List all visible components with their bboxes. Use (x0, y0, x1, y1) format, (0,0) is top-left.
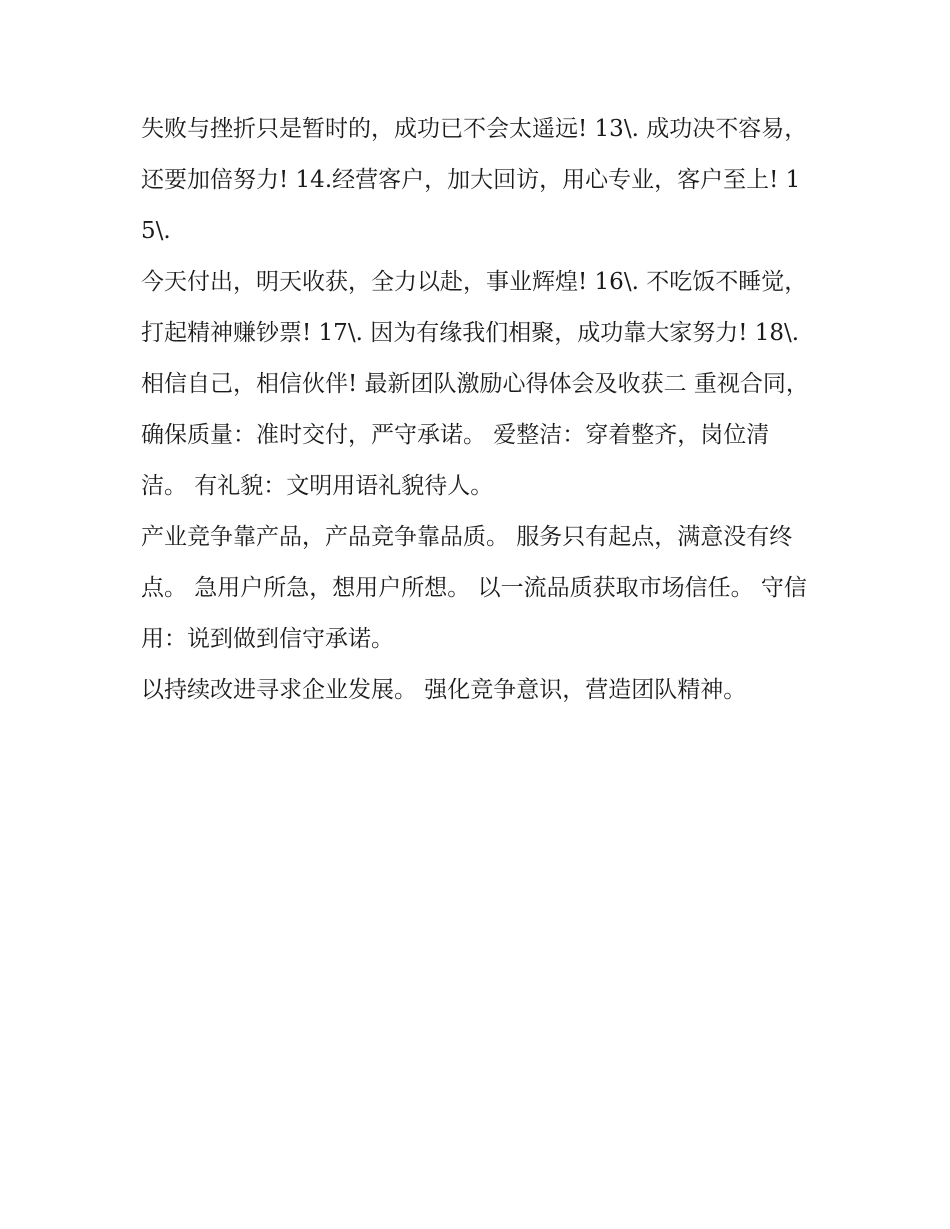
paragraph-3: 相信自己，相信伙伴! 最新团队激励心得体会及收获二 重视合同，确保质量：准时交付，严守承诺。 爱整洁：穿着整齐，岗位清洁。 有礼貌：文明用语礼貌待人。 (141, 371, 809, 499)
paragraph-2: 今天付出，明天收获，全力以赴，事业辉煌! 16\. 不吃饭不睡觉，打起精神赚钞票! 17\. 因为有缘我们相聚，成功靠大家努力! 18\. (141, 269, 808, 346)
document-body (141, 104, 811, 716)
paragraph-1: 失败与挫折只是暂时的，成功已不会太遥远! 13\. 成功决不容易，还要加倍努力! 14.经营客户，加大回访，用心专业，客户至上! 15\. (141, 116, 808, 244)
paragraph-4: 产业竞争靠产品，产品竞争靠品质。 服务只有起点，满意没有终点。 急用户所急，想用户所想。 以一流品质获取市场信任。 守信用：说到做到信守承诺。 (141, 524, 807, 652)
paragraph-5: 以持续改进寻求企业发展。 强化竞争意识，营造团队精神。 (141, 677, 747, 703)
